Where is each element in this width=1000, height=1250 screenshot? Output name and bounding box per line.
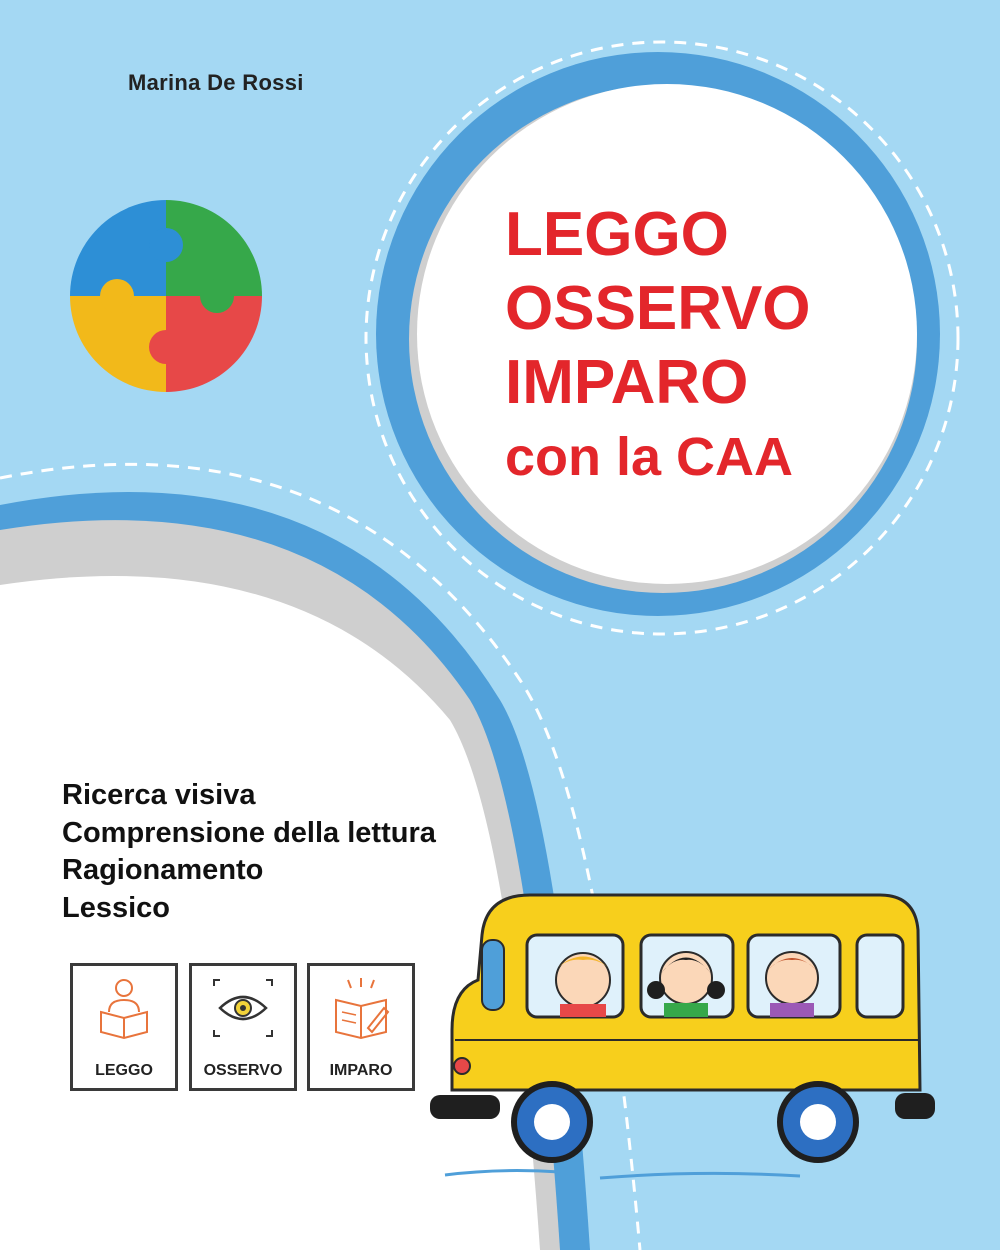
topic-item: Comprensione della lettura [62,816,436,849]
title-line-1: LEGGO [505,200,729,269]
topic-item: Ragionamento [62,854,264,886]
title-line-2: OSSERVO [505,274,811,343]
book-title [505,198,811,494]
book-pencil-icon [324,978,398,1040]
eye-icon [206,978,280,1040]
card-imparo [307,963,415,1091]
title-line-4: con la CAA [505,427,794,487]
topic-list [62,777,436,927]
card-label: OSSERVO [203,1062,283,1079]
card-leggo [70,963,178,1091]
topic-item: Ricerca visiva [62,779,256,811]
author-name: Marina De Rossi [128,70,304,95]
title-line-3: IMPARO [505,348,749,417]
topic-item: Lessico [62,891,170,924]
card-label: LEGGO [95,1062,153,1079]
card-label: IMPARO [329,1062,393,1079]
reading-person-icon [87,978,161,1040]
card-osservo [189,963,297,1091]
puzzle-icon [70,200,262,392]
